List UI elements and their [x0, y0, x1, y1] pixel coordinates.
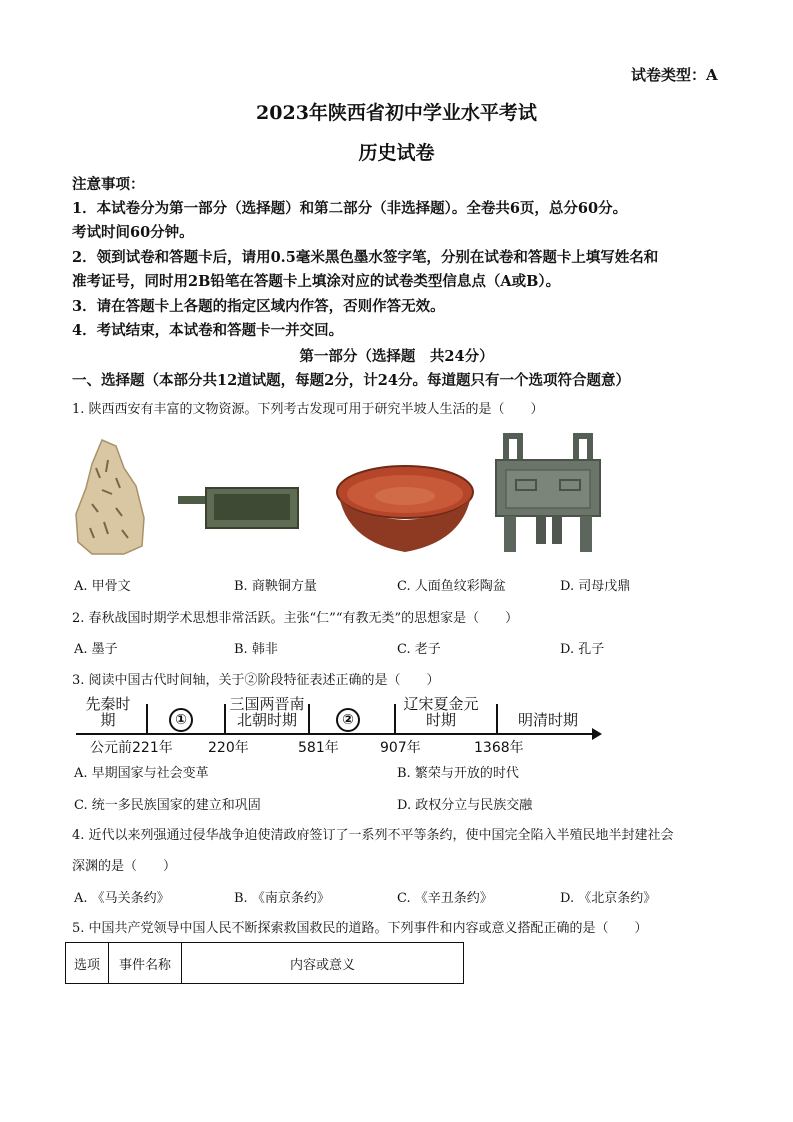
timeline-year: 220年 [208, 740, 249, 756]
oracle-bone-image [72, 438, 152, 558]
paper-type-label: 试卷类型：A [631, 66, 718, 84]
q1-stem: 1. 陕西西安有丰富的文物资源。下列考古发现可用于研究半坡人生活的是（ ） [72, 402, 544, 417]
section1-heading: 一、选择题（本部分共12道试题，每题2分，计24分。每道题只有一个选项符合题意） [72, 372, 630, 389]
exam-title: 2023年陕西省初中学业水平考试 [256, 102, 537, 124]
timeline-axis [76, 733, 596, 735]
q3-option-a: A. 早期国家与社会变革 [74, 766, 209, 781]
q4-option-a: A. 《马关条约》 [74, 891, 170, 906]
q2-option-c: C. 老子 [397, 642, 441, 657]
note-line: 1．本试卷分为第一部分（选择题）和第二部分（非选择题）。全卷共6页，总分60分。 [72, 200, 628, 217]
q3-stem: 3. 阅读中国古代时间轴，关于②阶段特征表述正确的是（ ） [72, 673, 440, 688]
bronze-measure-image [176, 482, 302, 532]
q5-table [65, 942, 464, 984]
exam-subtitle: 历史试卷 [358, 142, 435, 164]
table-header-cell: 事件名称 [109, 943, 182, 984]
timeline-period-pre-qin: 先秦时期 [85, 695, 131, 729]
timeline-year: 581年 [298, 740, 339, 756]
timeline-year: 1368年 [474, 740, 524, 756]
q2-option-d: D. 孔子 [560, 642, 605, 657]
table-header-row [66, 943, 464, 984]
table-header-cell: 内容或意义 [182, 943, 464, 984]
q4-option-b: B. 《南京条约》 [234, 891, 330, 906]
q2-option-b: B. 韩非 [234, 642, 278, 657]
timeline-arrow [592, 728, 602, 740]
q3-option-c: C. 统一多民族国家的建立和巩固 [74, 798, 261, 813]
q2-stem: 2. 春秋战国时期学术思想非常活跃。主张“仁”“有教无类”的思想家是（ ） [72, 611, 519, 626]
q1-option-a: A. 甲骨文 [74, 579, 131, 594]
timeline-period-2: ② [336, 708, 360, 732]
timeline-period-ming-qing: 明清时期 [517, 711, 578, 729]
timeline-period-1: ① [169, 708, 193, 732]
q4-stem-line1: 4. 近代以来列强通过侵华战争迫使清政府签订了一系列不平等条约，使中国完全陷入半殖民地半封建社会 [72, 828, 674, 843]
note-line: 2．领到试卷和答题卡后，请用0.5毫米黑色墨水签字笔，分别在试卷和答题卡上填写姓名和 [72, 249, 659, 266]
note-line: 考试时间60分钟。 [72, 224, 194, 241]
simuwu-ding-image [490, 432, 606, 556]
timeline-year: 907年 [380, 740, 421, 756]
timeline [76, 692, 606, 758]
q4-stem-line2: 深渊的是（ ） [72, 859, 177, 874]
q4-option-c: C. 《辛丑条约》 [397, 891, 493, 906]
note-line: 3．请在答题卡上各题的指定区域内作答，否则作答无效。 [72, 298, 445, 315]
q1-option-b: B. 商鞅铜方量 [234, 579, 317, 594]
note-line: 4．考试结束，本试卷和答题卡一并交回。 [72, 322, 344, 339]
timeline-year: 公元前221年 [90, 740, 173, 756]
q2-option-a: A. 墨子 [74, 642, 118, 657]
timeline-tick [394, 704, 396, 734]
q3-option-b: B. 繁荣与开放的时代 [397, 766, 519, 781]
q5-stem: 5. 中国共产党领导中国人民不断探索救国救民的道路。下列事件和内容或意义搭配正确的是（ ） [72, 921, 648, 936]
q3-option-d: D. 政权分立与民族交融 [397, 798, 533, 813]
timeline-tick [308, 704, 310, 734]
part1-heading: 第一部分（选择题 共24分） [299, 348, 494, 365]
q1-option-d: D. 司母戊鼎 [560, 579, 631, 594]
table-header-cell: 选项 [66, 943, 109, 984]
notes-heading: 注意事项： [72, 176, 145, 193]
painted-pottery-basin-image [334, 462, 476, 558]
timeline-tick [146, 704, 148, 734]
note-line: 准考证号，同时用2B铅笔在答题卡上填涂对应的试卷类型信息点（A或B）。 [72, 273, 561, 290]
timeline-period-three-kingdoms: 三国两晋南北朝时期 [229, 695, 305, 729]
timeline-period-liao-song: 辽宋夏金元时期 [403, 695, 479, 729]
q4-option-d: D. 《北京条约》 [560, 891, 657, 906]
timeline-tick [496, 704, 498, 734]
q1-option-c: C. 人面鱼纹彩陶盆 [397, 579, 506, 594]
